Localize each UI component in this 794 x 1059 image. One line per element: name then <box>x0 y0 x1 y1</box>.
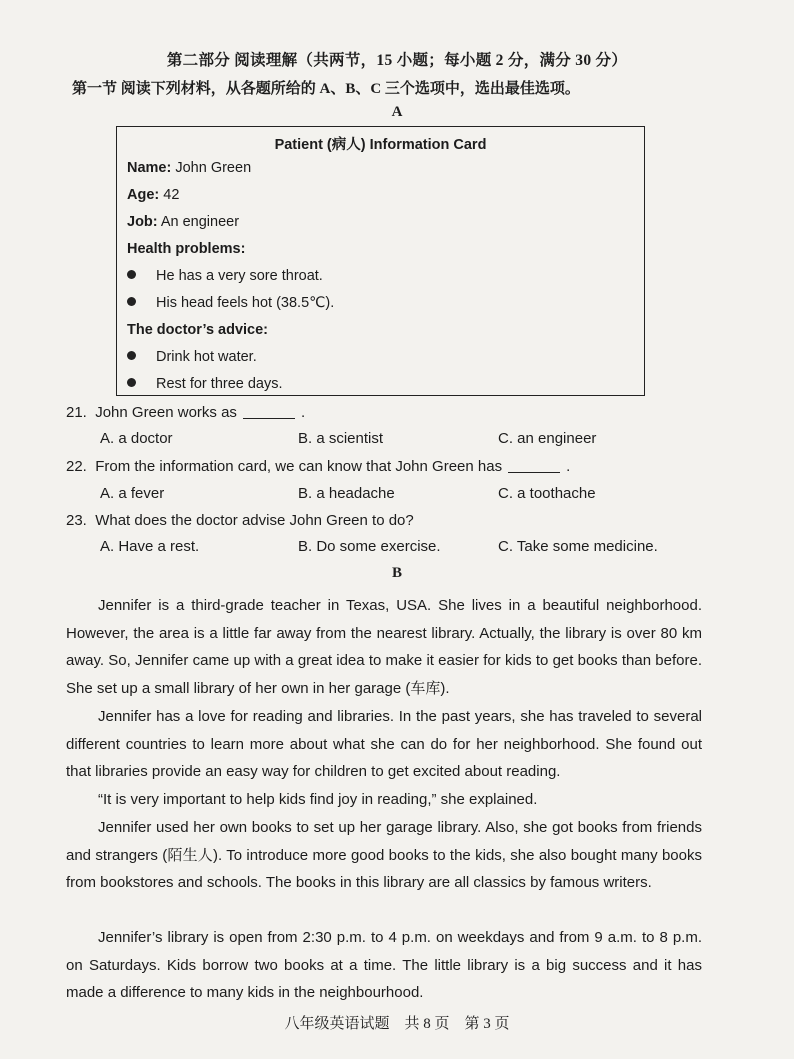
advice-item: Drink hot water. <box>127 349 257 365</box>
option-21-b: B. a scientist <box>298 430 384 447</box>
question-23 <box>66 512 414 529</box>
option-23-b: B. Do some exercise. <box>298 538 441 555</box>
option-23-a: A. Have a rest. <box>100 538 200 555</box>
bullet-icon <box>127 378 136 387</box>
patient-information-card <box>116 126 645 396</box>
job-label: Job: <box>127 214 158 230</box>
bullet-icon <box>127 351 136 360</box>
question-number: 22. <box>66 458 87 475</box>
section-instruction: 第一节 阅读下列材料，从各题所给的 A、B、C 三个选项中，选出最佳选项。 <box>72 81 580 97</box>
section-title: 第二部分 阅读理解（共两节，15 小题；每小题 2 分，满分 30 分） <box>166 52 628 69</box>
page-footer: 八年级英语试题 共 8 页 第 3 页 <box>284 1016 510 1032</box>
job-value: An engineer <box>157 214 240 230</box>
passage-b-paragraph-2: Jennifer has a love for reading and libraries. In the past years, she has traveled to several different countries to learn more about what she can do for her neighborhood. She found out that libraries provide an easy way for children to get excited about reading. <box>66 708 702 781</box>
option-21-a: A. a doctor <box>100 430 173 447</box>
option-22-b: B. a headache <box>298 485 395 502</box>
age-value: 42 <box>159 187 180 203</box>
question-22: 22. From the information card, we can know that John Green has . <box>66 458 571 475</box>
advice-label: The doctor’s advice: <box>127 322 269 338</box>
question-21: 21. John Green works as . <box>66 404 306 421</box>
health-label: Health problems: <box>127 241 246 257</box>
option-22-c: C. a toothache <box>498 485 596 502</box>
name-value: John Green <box>171 160 252 176</box>
age-label: Age: <box>127 187 160 203</box>
answer-blank <box>508 472 560 473</box>
passage-a-letter: A <box>391 104 403 120</box>
passage-b-letter: B <box>391 565 402 581</box>
question-stem: What does the doctor advise John Green to do? <box>95 512 414 529</box>
answer-blank <box>243 418 295 419</box>
option-23-c: C. Take some medicine. <box>498 538 658 555</box>
question-stem: John Green works as <box>95 404 237 421</box>
card-advice-heading <box>127 322 268 338</box>
passage-b-paragraph-3: “It is very important to help kids find joy in reading,” she explained. <box>98 791 538 808</box>
advice-item: Rest for three days. <box>127 376 283 392</box>
bullet-icon <box>127 297 136 306</box>
passage-b-paragraph-5: Jennifer’s library is open from 2:30 p.m. to 4 p.m. on weekdays and from 9 a.m. to 8 p.m. on Saturdays. Kids borrow two books at a time. The little library is a big success and it has made a difference to many kids in the neighbourhood. <box>66 929 702 1002</box>
card-title: Patient (病人) Information Card <box>274 137 487 153</box>
card-job-row <box>127 214 239 230</box>
health-item: He has a very sore throat. <box>127 268 323 284</box>
health-item: His head feels hot (38.5℃). <box>127 295 334 311</box>
passage-b-paragraph-4: Jennifer used her own books to set up her garage library. Also, she got books from friends and strangers (陌生人). To introduce more good books to the kids, she also bought many books from bookstores and schools. The books in this library are all classics by famous writers. <box>66 819 702 892</box>
passage-b-paragraph-1: Jennifer is a third-grade teacher in Texas, USA. She lives in a beautiful neighborhood. However, the area is a little far away from the nearest library. Actually, the library is over 80 km away. So, Jennifer came up with a great idea to make it easier for kids to get books than before. She set up a small library of her own in her garage (车库). <box>66 597 702 697</box>
name-label: Name: <box>127 160 172 176</box>
card-age-row <box>127 187 179 203</box>
question-number: 23. <box>66 512 87 529</box>
bullet-icon <box>127 270 136 279</box>
question-number: 21. <box>66 404 87 421</box>
option-22-a: A. a fever <box>100 485 165 502</box>
question-stem: From the information card, we can know that John Green has <box>95 458 503 475</box>
option-21-c: C. an engineer <box>498 430 597 447</box>
card-name-row <box>127 160 251 176</box>
card-health-heading <box>127 241 245 257</box>
